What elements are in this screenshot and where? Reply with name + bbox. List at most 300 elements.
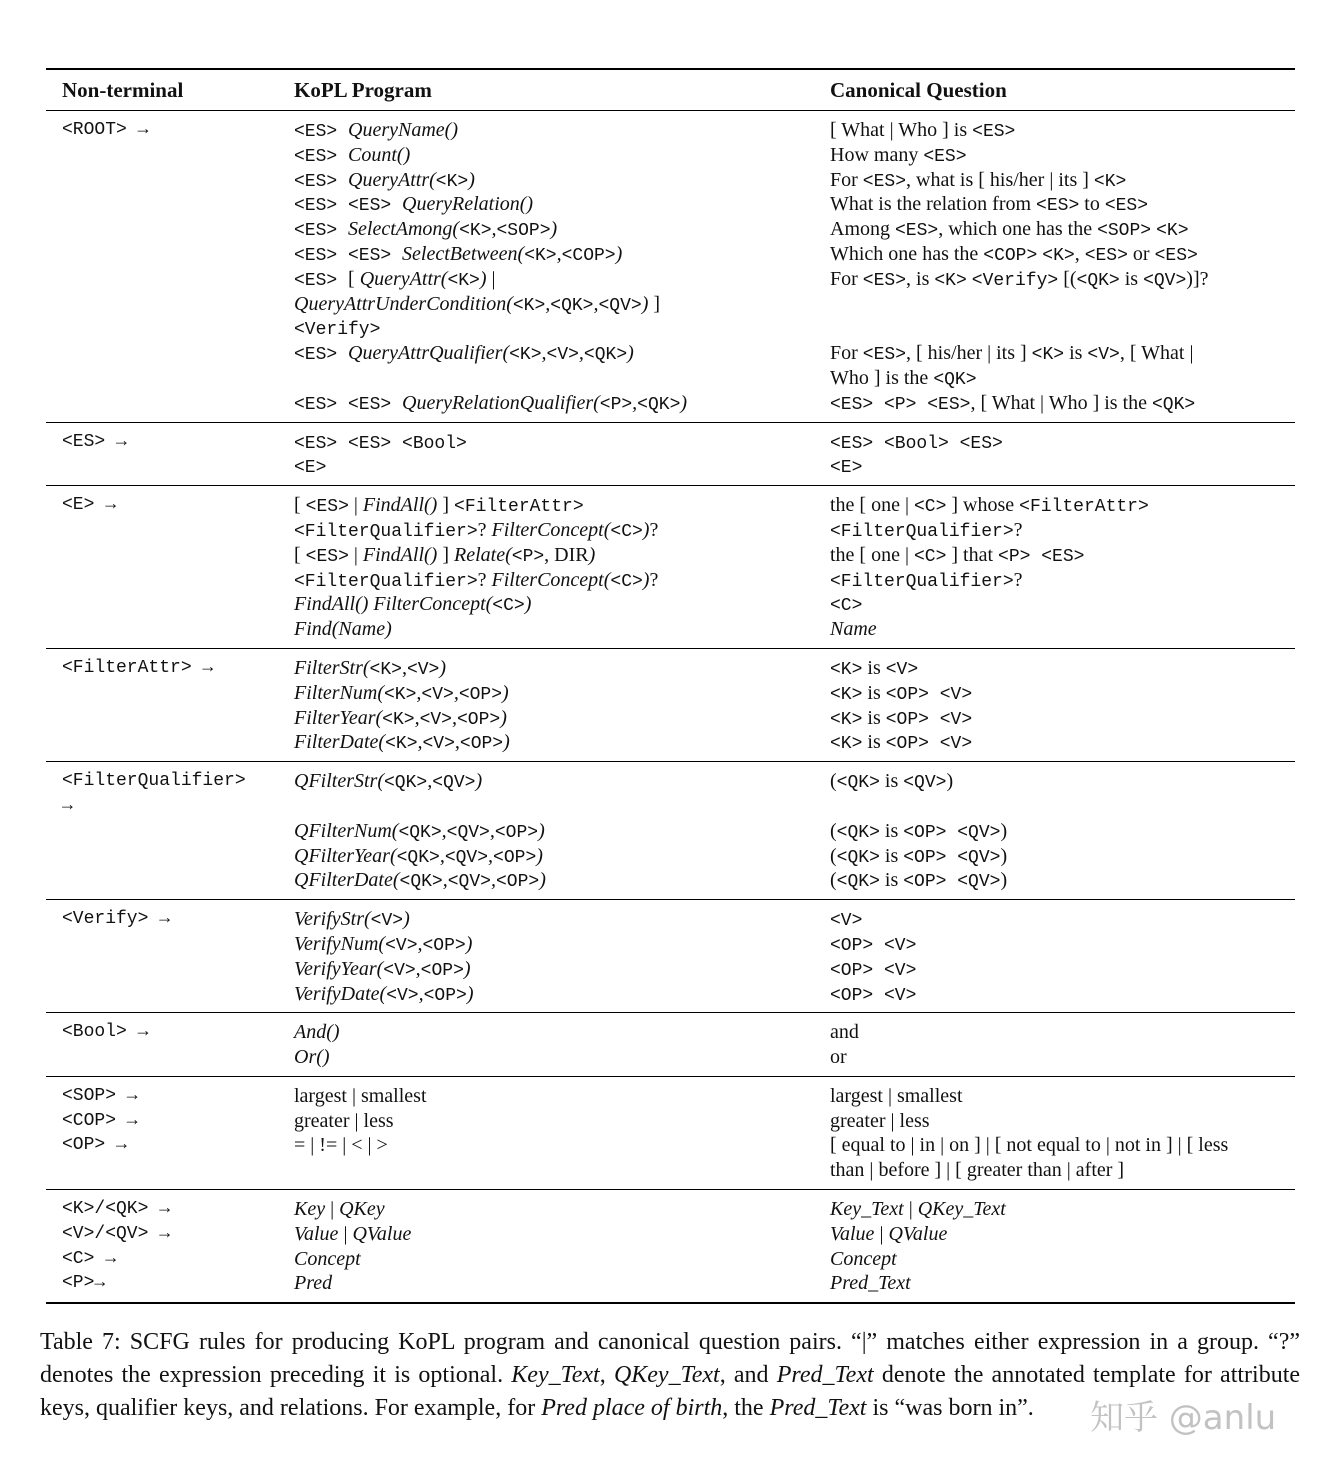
code-token: <OP> <V> — [885, 709, 973, 730]
program-cell — [294, 648, 830, 761]
program-cell — [294, 422, 830, 486]
italic-text: Relate( — [454, 543, 512, 566]
code-token: <ES> <ES> — [294, 394, 403, 415]
code-token: <ES> — [294, 171, 349, 192]
italic-text: , — [417, 932, 423, 955]
text-run: For — [830, 342, 863, 365]
italic-text: Pred_Text — [769, 1395, 867, 1421]
text-run: , [ What | — [1119, 342, 1194, 365]
rule-group-filterqualifier — [46, 762, 1295, 900]
text-run: [ equal to | in | on ] | [ not equal to | not in ] | [ less — [830, 1134, 1229, 1157]
nonterminal-cell — [46, 648, 294, 761]
text-run: than | before ] | [ greater than | after ] — [830, 1159, 1125, 1182]
code-token: <OP> — [456, 709, 501, 730]
code-token: <K> — [830, 659, 863, 680]
code-token: <ES> <Bool> <ES> — [830, 433, 1003, 454]
code-token: <ES> <ES> — [294, 196, 403, 217]
text-run: ( — [830, 844, 837, 867]
question-line — [830, 1020, 1295, 1045]
code-token: <K> — [382, 709, 415, 730]
text-run: | — [903, 1198, 918, 1221]
italic-text: , — [415, 957, 421, 980]
code-token: <ES> — [895, 221, 939, 242]
text-run: ( — [830, 770, 837, 793]
italic-text: QueryName() — [348, 119, 458, 141]
question-line — [830, 769, 1295, 794]
italic-text: ) — [627, 342, 634, 365]
question-line — [830, 844, 1295, 869]
text-run: is — [879, 770, 904, 793]
text-run: largest | smallest — [294, 1084, 427, 1107]
code-token: <K> — [830, 684, 863, 705]
italic-text: QueryAttrUnderCondition( — [294, 292, 513, 315]
program-line — [294, 932, 830, 957]
code-token: <OP> <QV> — [903, 847, 1001, 868]
italic-text: FilterConcept( — [491, 568, 611, 591]
italic-text: Pred_Text — [830, 1272, 911, 1295]
code-token: <OP> — [493, 847, 537, 868]
program-line — [294, 794, 830, 819]
program-line — [294, 1247, 830, 1272]
italic-text: QueryAttr( — [348, 168, 436, 191]
question-cell — [830, 762, 1295, 900]
text-run: is — [862, 731, 886, 754]
text-run: Table 7: SCFG rules for producing KoPL program and canonical question pairs. “|” matches either expression in a group. “?” denotes the expression preceding it is optional. — [40, 1329, 1300, 1388]
code-token: <K> — [830, 734, 863, 755]
text-run: [ — [348, 267, 360, 290]
code-token: <QK> — [836, 822, 880, 843]
code-token: <QV> — [447, 872, 491, 893]
code-token: <ES> — [1084, 245, 1128, 266]
italic-text: , — [541, 342, 547, 365]
question-line — [830, 543, 1295, 568]
code-token: <K> — [1031, 345, 1065, 366]
code-token: <QV> — [432, 773, 476, 794]
code-token: <FilterAttr> — [454, 497, 584, 518]
scfg-rules-table — [46, 68, 1295, 1304]
italic-text: FilterYear( — [294, 706, 383, 729]
question-line — [830, 794, 1295, 819]
italic-text: ) — [502, 681, 509, 704]
question-line — [830, 454, 1295, 479]
code-token: <V> — [370, 911, 404, 932]
code-token: <V> — [383, 960, 416, 981]
text-run: | — [348, 543, 363, 566]
text-run: For — [830, 168, 863, 191]
code-token: <C> — [492, 596, 525, 617]
italic-text: ) — [642, 568, 650, 591]
rule-group-op — [46, 1076, 1295, 1189]
nonterminal-label: <P>→ — [62, 1273, 106, 1294]
italic-text: QValue — [352, 1222, 412, 1245]
question-line — [830, 430, 1295, 455]
code-token: <V> — [422, 734, 455, 755]
program-cell — [294, 762, 830, 900]
italic-text: , — [451, 706, 457, 729]
code-token: <K> — [1093, 171, 1127, 192]
question-line — [830, 493, 1295, 518]
italic-text: Concept — [294, 1247, 361, 1270]
italic-text: QValue — [888, 1222, 948, 1245]
text-run: ] — [437, 543, 455, 566]
program-line — [294, 518, 830, 543]
question-cell — [830, 900, 1295, 1013]
program-line — [294, 769, 830, 794]
code-token: <V> — [885, 659, 919, 680]
italic-text: VerifyYear( — [294, 957, 384, 980]
program-line — [294, 1133, 830, 1158]
program-line — [294, 819, 830, 844]
code-token: <K> — [459, 221, 492, 242]
italic-text: QueryAttrQualifier( — [348, 342, 510, 365]
code-token: <ES> <ES> — [294, 245, 403, 266]
italic-text: , — [489, 819, 495, 842]
code-token: <OP> — [494, 822, 539, 843]
italic-text: , — [593, 292, 599, 315]
code-token: <OP> — [420, 960, 464, 981]
question-line — [830, 1158, 1295, 1183]
nonterminal-cell — [46, 486, 294, 649]
italic-text: ) — [465, 932, 473, 955]
nonterminal-cell — [46, 111, 294, 423]
code-token: <OP> <QV> — [903, 872, 1001, 893]
italic-text: QueryRelation() — [402, 193, 534, 216]
italic-text: , — [442, 869, 448, 892]
text-run: ] — [437, 494, 455, 517]
question-line — [830, 1222, 1295, 1247]
code-token: <OP> <V> — [885, 734, 973, 755]
question-line — [830, 217, 1295, 242]
code-token: <V> — [830, 911, 863, 932]
italic-text: Concept — [830, 1247, 897, 1270]
text-run: ? — [649, 568, 659, 591]
italic-text: FilterNum( — [294, 681, 384, 704]
code-token: <OP> <V> — [885, 684, 973, 705]
code-token: <ES> — [1036, 196, 1080, 217]
text-run: | — [348, 494, 363, 517]
text-run: [( — [1058, 267, 1077, 290]
code-token: <V> — [546, 345, 579, 366]
text-run: greater | less — [294, 1109, 394, 1132]
code-token: <QK> — [836, 847, 880, 868]
program-line — [294, 391, 830, 416]
code-token: <SOP> — [496, 221, 551, 242]
program-line — [294, 217, 830, 242]
code-token: <FilterQualifier> — [294, 521, 478, 542]
program-line — [294, 568, 830, 593]
question-line — [830, 568, 1295, 593]
italic-text: Key_Text — [511, 1362, 600, 1388]
italic-text: ) — [524, 593, 532, 616]
code-token: <QV> — [598, 295, 642, 316]
text-run: ) — [1000, 844, 1008, 867]
text-run: is — [1064, 342, 1088, 365]
table-body — [46, 111, 1295, 1304]
italic-text: ) — [468, 168, 475, 191]
program-line — [294, 844, 830, 869]
code-token: <P> — [511, 546, 545, 567]
question-cell — [830, 486, 1295, 649]
program-line — [294, 1109, 830, 1134]
code-token: <OP> <V> — [830, 935, 917, 956]
program-line — [294, 168, 830, 193]
question-line — [830, 143, 1295, 168]
italic-text: Pred place of birth — [541, 1395, 723, 1421]
italic-text: ) — [642, 518, 650, 541]
code-token: <K> — [524, 245, 557, 266]
italic-text: ) — [503, 731, 510, 754]
text-run: ) — [946, 770, 954, 793]
question-cell — [830, 648, 1295, 761]
program-line — [294, 907, 830, 932]
italic-text: FilterStr( — [294, 656, 370, 679]
code-token: <K> — [512, 295, 546, 316]
text-run: , [ his/her | its ] — [906, 342, 1032, 365]
nonterminal-label: <C> → — [62, 1248, 117, 1269]
nonterminal-label: → — [62, 795, 73, 816]
code-token: <V> — [406, 659, 440, 680]
program-line — [294, 706, 830, 731]
question-line — [830, 1084, 1295, 1109]
code-token: <C> — [913, 497, 947, 518]
italic-text: ) — [538, 819, 545, 842]
code-token: <QK> — [384, 773, 428, 794]
program-cell — [294, 1190, 830, 1304]
italic-text: FindAll() FilterConcept( — [294, 593, 493, 616]
italic-text: Value — [294, 1222, 339, 1245]
question-line — [830, 118, 1295, 143]
program-line — [294, 1020, 830, 1045]
question-line — [830, 617, 1295, 642]
code-token: <C> — [610, 521, 643, 542]
text-run: , [ What | Who ] is the — [970, 391, 1152, 414]
code-token: <ES> <P> <ES> — [830, 394, 971, 415]
code-token: <OP> — [459, 734, 504, 755]
italic-text: Pred — [294, 1272, 333, 1295]
code-token: <K> — [447, 270, 480, 291]
nonterminal-cell — [46, 1013, 294, 1077]
text-run: , what is [ his/her | its ] — [906, 168, 1094, 191]
question-line — [830, 819, 1295, 844]
text-run: Among — [830, 218, 895, 241]
text-run: ? — [1013, 518, 1023, 541]
question-line — [830, 1247, 1295, 1272]
program-line — [294, 957, 830, 982]
code-token: <ES> — [862, 345, 907, 366]
code-token: <C> — [610, 571, 643, 592]
rule-group-terminals — [46, 1190, 1295, 1304]
text-run: ] — [648, 292, 661, 315]
italic-text: FilterConcept( — [491, 518, 611, 541]
italic-text: QKey — [339, 1198, 385, 1221]
code-token: <FilterAttr> — [1019, 497, 1149, 518]
nonterminal-label: <ES> → — [62, 431, 127, 452]
nonterminal-cell — [46, 762, 294, 900]
program-line — [294, 242, 830, 267]
italic-text: ) — [536, 844, 543, 867]
nonterminal-cell — [46, 1190, 294, 1304]
code-token: <ES> — [862, 171, 907, 192]
text-run: is — [879, 844, 904, 867]
code-token: <ES> — [1154, 245, 1198, 266]
italic-text: , — [578, 342, 584, 365]
program-line — [294, 1197, 830, 1222]
program-line — [294, 656, 830, 681]
text-run: | — [338, 1222, 353, 1245]
italic-text: ) — [463, 957, 471, 980]
text-run: is — [879, 819, 904, 842]
header-kopl-program: KoPL Program — [294, 69, 830, 111]
italic-text: ) — [615, 242, 623, 265]
text-run: or — [830, 1046, 847, 1069]
question-line — [830, 957, 1295, 982]
italic-text: FilterDate( — [294, 731, 386, 754]
program-line — [294, 341, 830, 366]
code-token: <SOP> — [1097, 221, 1152, 242]
text-run: [ — [294, 494, 306, 517]
italic-text: ) — [500, 706, 507, 729]
question-line — [830, 242, 1295, 267]
code-token: <E> — [830, 458, 863, 479]
text-run: is — [862, 681, 886, 704]
nonterminal-cell — [46, 900, 294, 1013]
code-token: <V> — [419, 709, 452, 730]
text-run: is — [862, 656, 886, 679]
nonterminal-label: <SOP> → — [62, 1085, 138, 1106]
code-token: <QV> — [444, 847, 489, 868]
italic-text: ) — [479, 267, 487, 290]
text-run: ) — [1000, 869, 1008, 892]
program-line — [294, 366, 830, 391]
italic-text: QKey_Text — [917, 1198, 1006, 1221]
text-run: | — [486, 267, 496, 290]
question-line — [830, 681, 1295, 706]
italic-text: QFilterYear( — [294, 844, 397, 867]
text-run: ) — [1000, 819, 1008, 842]
question-line — [830, 168, 1295, 193]
italic-text: SelectBetween( — [402, 242, 525, 265]
question-line — [830, 1045, 1295, 1070]
italic-text: , — [427, 770, 433, 793]
text-run: is — [862, 706, 886, 729]
program-line — [294, 118, 830, 143]
program-line — [294, 143, 830, 168]
italic-text: Name — [830, 618, 877, 641]
code-token: <ES> — [972, 122, 1016, 142]
code-token: <FilterQualifier> — [830, 521, 1014, 542]
program-cell — [294, 1013, 830, 1077]
italic-text: , — [454, 731, 460, 754]
code-token: <OP> — [458, 684, 503, 705]
code-token: <ES> — [923, 146, 967, 167]
nonterminal-label: <Verify> → — [62, 909, 171, 930]
text-run: Which one has the — [830, 242, 984, 265]
program-line — [294, 1084, 830, 1109]
code-token: <V> — [386, 985, 419, 1006]
text-run: , — [599, 1362, 614, 1388]
italic-text: FindAll() — [362, 543, 438, 566]
code-token: <OP> <V> — [830, 960, 917, 981]
header-nonterminal: Non-terminal — [46, 69, 294, 111]
code-token: <V> — [421, 684, 454, 705]
question-line — [830, 706, 1295, 731]
rule-group-es — [46, 422, 1295, 486]
code-token: <V> — [1087, 345, 1120, 366]
text-run: largest | smallest — [830, 1084, 963, 1107]
program-line — [294, 1271, 830, 1296]
nonterminal-label: <COP> → — [62, 1110, 138, 1131]
code-token: <ES> — [305, 546, 349, 567]
italic-text: ) — [550, 218, 558, 241]
nonterminal-label: <FilterAttr> → — [62, 657, 214, 678]
code-token: <QK> — [398, 822, 442, 843]
text-run: denote the annotated template for attribute keys, qualifier keys, and relations. For example, for — [40, 1362, 1301, 1421]
italic-text: , — [632, 391, 638, 414]
italic-text: ) — [466, 982, 474, 1005]
text-run: , and — [719, 1362, 777, 1388]
question-line — [830, 1271, 1295, 1296]
rule-group-e — [46, 486, 1295, 649]
program-line — [294, 681, 830, 706]
code-token: <K> — [1156, 221, 1189, 242]
italic-text: ) — [680, 391, 688, 414]
text-run: is “was born in”. — [866, 1395, 1034, 1421]
question-line — [830, 292, 1295, 317]
italic-text: , — [418, 982, 424, 1005]
header-canonical-question: Canonical Question — [830, 69, 1295, 111]
question-line — [830, 932, 1295, 957]
text-run: , DIR — [544, 543, 589, 566]
italic-text: SelectAmong( — [348, 218, 460, 241]
question-cell — [830, 1190, 1295, 1304]
italic-text: Value — [830, 1222, 875, 1245]
watermark: 知乎 @anlu — [1090, 1398, 1277, 1438]
italic-text: Pred_Text — [776, 1362, 874, 1388]
program-line — [294, 316, 830, 341]
text-run: ( — [830, 819, 837, 842]
italic-text: VerifyDate( — [294, 982, 387, 1005]
question-line — [830, 982, 1295, 1007]
program-line — [294, 592, 830, 617]
program-line — [294, 982, 830, 1007]
nonterminal-label: <FilterQualifier> — [62, 771, 246, 792]
rule-group-filterattr — [46, 648, 1295, 761]
text-run: , — [1074, 242, 1085, 265]
code-token: <K> — [384, 684, 417, 705]
program-line — [294, 493, 830, 518]
question-line — [830, 1133, 1295, 1158]
code-token: <OP> — [495, 872, 540, 893]
text-run: Who ] is the — [830, 366, 934, 389]
question-cell — [830, 1013, 1295, 1077]
code-token: <QK> — [1152, 394, 1196, 415]
nonterminal-cell — [46, 1076, 294, 1189]
text-run: ] that — [946, 543, 999, 566]
text-run: to — [1079, 193, 1105, 216]
nonterminal-label: <K>/<QK> → — [62, 1199, 171, 1220]
italic-text: Find(Name) — [294, 618, 392, 641]
program-line — [294, 868, 830, 893]
text-run: ] whose — [946, 494, 1020, 517]
text-run: ? — [1013, 568, 1023, 591]
code-token: <ES> — [294, 221, 349, 242]
nonterminal-label: <V>/<QV> → — [62, 1223, 171, 1244]
code-token: <OP> <QV> — [903, 822, 1001, 843]
italic-text: QueryAttr( — [359, 267, 448, 290]
text-run: the [ one | — [830, 543, 914, 566]
italic-text: ) — [588, 543, 596, 566]
italic-text: , — [414, 706, 420, 729]
